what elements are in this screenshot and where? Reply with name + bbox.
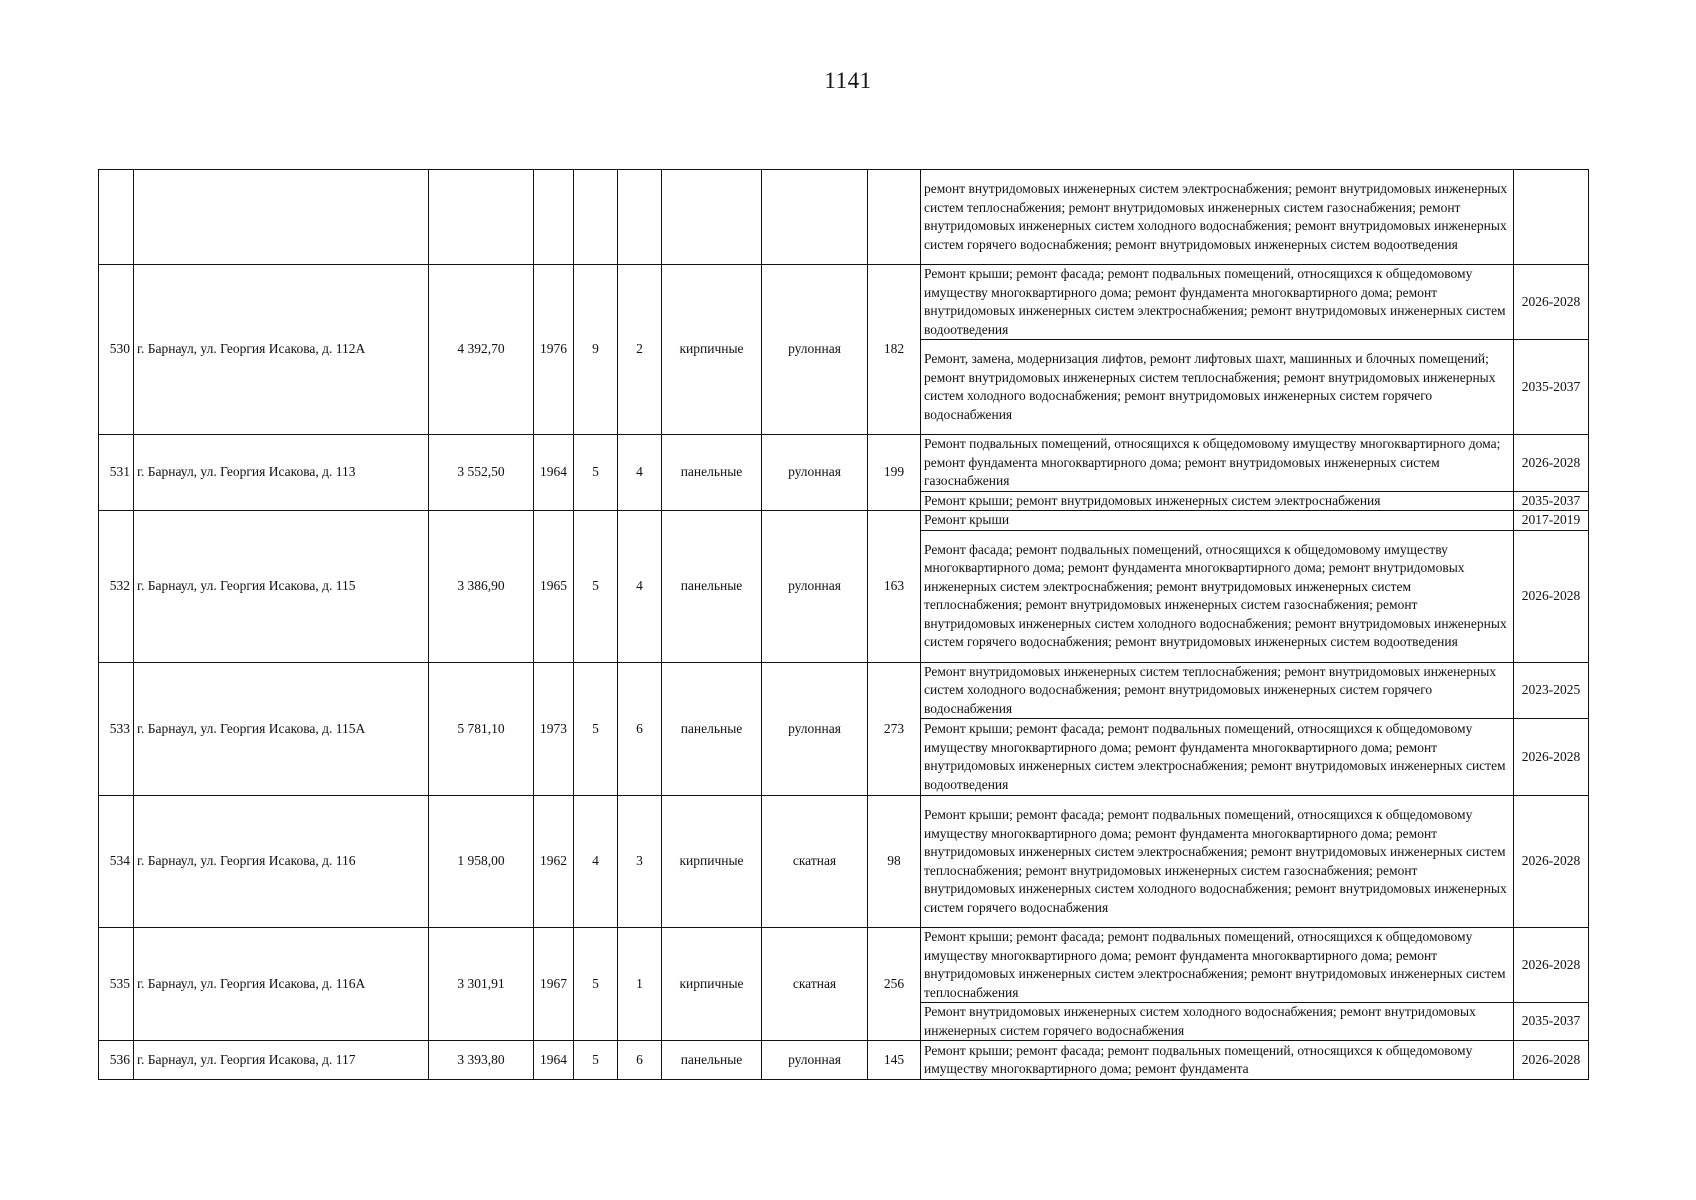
cell-floors: 9 — [574, 265, 618, 435]
cell-period: 2035-2037 — [1514, 340, 1589, 435]
cell-address: г. Барнаул, ул. Георгия Исакова, д. 113 — [134, 435, 429, 511]
cell-period: 2026-2028 — [1514, 928, 1589, 1003]
cell-total-area: 5 781,10 — [429, 662, 534, 796]
cell-num-empty — [99, 170, 134, 265]
cell-row-number: 536 — [99, 1041, 134, 1080]
cell-row-number: 530 — [99, 265, 134, 435]
cell-total-area: 3 393,80 — [429, 1041, 534, 1080]
cell-entrances: 6 — [618, 662, 662, 796]
cell-year-built: 1964 — [534, 435, 574, 511]
cell-work-types: Ремонт внутридомовых инженерных систем холодного водоснабжения; ремонт внутридомовых инженерных систем горячего водоснабжения — [921, 1003, 1514, 1041]
cell-work-types: Ремонт внутридомовых инженерных систем теплоснабжения; ремонт внутридомовых инженерных систем холодного водоснабжения; ремонт внутридомовых инженерных систем горячего водоснабжения — [921, 662, 1514, 719]
cell-work-types: Ремонт крыши; ремонт фасада; ремонт подвальных помещений, относящихся к общедомовому имуществу многоквартирного дома; ремонт фундамента многоквартирного дома; ремонт внутридомовых инженерных систем электроснабжения; ремонт внутридомовых инженерных систем теплоснабжения; ремонт внутридомовых инженерных систем газоснабжения; ремонт внутридомовых инженерных систем холодного водоснабжения; ремонт внутридомовых инженерных систем горячего водоснабжения — [921, 796, 1514, 928]
table-row — [99, 435, 1589, 492]
cell-work-types: Ремонт, замена, модернизация лифтов, ремонт лифтовых шахт, машинных и блочных помещений; ремонт внутридомовых инженерных систем теплоснабжения; ремонт внутридомовых инженерных систем холодного водоснабжения; ремонт внутридомовых инженерных систем горячего водоснабжения — [921, 340, 1514, 435]
cell-wall-material: кирпичные — [662, 265, 762, 435]
cell-floors: 5 — [574, 1041, 618, 1080]
cell-floors: 5 — [574, 928, 618, 1041]
cell-address-empty — [134, 170, 429, 265]
cell-floors: 4 — [574, 796, 618, 928]
cell-residents: 163 — [868, 511, 921, 663]
cell-address: г. Барнаул, ул. Георгия Исакова, д. 116 — [134, 796, 429, 928]
cell-work-types: Ремонт крыши; ремонт фасада; ремонт подвальных помещений, относящихся к общедомовому имуществу многоквартирного дома; ремонт фундамента многоквартирного дома; ремонт внутридомовых инженерных систем электроснабжения; ремонт внутридомовых инженерных систем водоотведения — [921, 265, 1514, 340]
table-row-carryover — [99, 170, 1589, 265]
cell-period: 2035-2037 — [1514, 491, 1589, 511]
cell-row-number: 532 — [99, 511, 134, 663]
page-number: 1141 — [824, 68, 872, 93]
cell-entrances-empty — [618, 170, 662, 265]
cell-year-built: 1965 — [534, 511, 574, 663]
cell-total-area: 1 958,00 — [429, 796, 534, 928]
cell-period: 2026-2028 — [1514, 530, 1589, 662]
table-row — [99, 265, 1589, 340]
cell-period: 2026-2028 — [1514, 435, 1589, 492]
cell-row-number: 534 — [99, 796, 134, 928]
cell-wall-material: панельные — [662, 511, 762, 663]
cell-period: 2017-2019 — [1514, 511, 1589, 531]
cell-roof-type: скатная — [762, 796, 868, 928]
cell-row-number: 533 — [99, 662, 134, 796]
cell-residents: 256 — [868, 928, 921, 1041]
cell-total-area: 4 392,70 — [429, 265, 534, 435]
cell-year-built: 1962 — [534, 796, 574, 928]
cell-floors: 5 — [574, 511, 618, 663]
housing-repair-table — [98, 169, 1589, 1080]
cell-floors: 5 — [574, 435, 618, 511]
cell-period: 2026-2028 — [1514, 796, 1589, 928]
cell-work-types: Ремонт крыши — [921, 511, 1514, 531]
cell-entrances: 2 — [618, 265, 662, 435]
cell-year-built: 1973 — [534, 662, 574, 796]
cell-period: 2035-2037 — [1514, 1003, 1589, 1041]
cell-wall-material: панельные — [662, 1041, 762, 1080]
cell-address: г. Барнаул, ул. Георгия Исакова, д. 115 — [134, 511, 429, 663]
cell-total-area: 3 552,50 — [429, 435, 534, 511]
cell-period-carryover — [1514, 170, 1589, 265]
cell-wall-material: панельные — [662, 662, 762, 796]
cell-residents: 199 — [868, 435, 921, 511]
cell-address: г. Барнаул, ул. Георгия Исакова, д. 112А — [134, 265, 429, 435]
cell-work-types: Ремонт фасада; ремонт подвальных помещений, относящихся к общедомовому имуществу многоквартирного дома; ремонт фундамента многоквартирного дома; ремонт внутридомовых инженерных систем электроснабжения; ремонт внутридомовых инженерных систем теплоснабжения; ремонт внутридомовых инженерных систем газоснабжения; ремонт внутридомовых инженерных систем холодного водоснабжения; ремонт внутридомовых инженерных систем горячего водоснабжения; ремонт внутридомовых инженерных систем водоотведения — [921, 530, 1514, 662]
cell-walls-empty — [662, 170, 762, 265]
cell-roof-type: скатная — [762, 928, 868, 1041]
cell-address: г. Барнаул, ул. Георгия Исакова, д. 117 — [134, 1041, 429, 1080]
cell-floors-empty — [574, 170, 618, 265]
cell-work-types: Ремонт крыши; ремонт фасада; ремонт подвальных помещений, относящихся к общедомовому имуществу многоквартирного дома; ремонт фундамента многоквартирного дома; ремонт внутридомовых инженерных систем электроснабжения; ремонт внутридомовых инженерных систем теплоснабжения — [921, 928, 1514, 1003]
cell-roof-empty — [762, 170, 868, 265]
cell-roof-type: рулонная — [762, 1041, 868, 1080]
cell-wall-material: панельные — [662, 435, 762, 511]
cell-wall-material: кирпичные — [662, 796, 762, 928]
table-row — [99, 662, 1589, 719]
cell-roof-type: рулонная — [762, 435, 868, 511]
cell-period: 2026-2028 — [1514, 719, 1589, 796]
cell-period: 2026-2028 — [1514, 1041, 1589, 1080]
cell-entrances: 3 — [618, 796, 662, 928]
cell-area-empty — [429, 170, 534, 265]
cell-row-number: 535 — [99, 928, 134, 1041]
cell-period: 2026-2028 — [1514, 265, 1589, 340]
cell-residents: 98 — [868, 796, 921, 928]
cell-address: г. Барнаул, ул. Георгия Исакова, д. 116А — [134, 928, 429, 1041]
cell-period: 2023-2025 — [1514, 662, 1589, 719]
table-body — [99, 170, 1589, 1080]
table-row — [99, 511, 1589, 531]
cell-year-empty — [534, 170, 574, 265]
cell-roof-type: рулонная — [762, 662, 868, 796]
table-row — [99, 1041, 1589, 1080]
cell-residents: 182 — [868, 265, 921, 435]
cell-entrances: 6 — [618, 1041, 662, 1080]
cell-row-number: 531 — [99, 435, 134, 511]
cell-year-built: 1964 — [534, 1041, 574, 1080]
cell-year-built: 1967 — [534, 928, 574, 1041]
cell-work-types: Ремонт крыши; ремонт внутридомовых инженерных систем электроснабжения — [921, 491, 1514, 511]
cell-year-built: 1976 — [534, 265, 574, 435]
cell-entrances: 1 — [618, 928, 662, 1041]
table-row — [99, 796, 1589, 928]
cell-residents: 273 — [868, 662, 921, 796]
cell-total-area: 3 301,91 — [429, 928, 534, 1041]
cell-work-types: Ремонт подвальных помещений, относящихся к общедомовому имуществу многоквартирного дома; ремонт фундамента многоквартирного дома; ремонт внутридомовых инженерных систем газоснабжения — [921, 435, 1514, 492]
cell-roof-type: рулонная — [762, 265, 868, 435]
cell-work-types: Ремонт крыши; ремонт фасада; ремонт подвальных помещений, относящихся к общедомовому имуществу многоквартирного дома; ремонт фундамента — [921, 1041, 1514, 1080]
cell-wall-material: кирпичные — [662, 928, 762, 1041]
cell-work-types: Ремонт крыши; ремонт фасада; ремонт подвальных помещений, относящихся к общедомовому имуществу многоквартирного дома; ремонт фундамента многоквартирного дома; ремонт внутридомовых инженерных систем электроснабжения; ремонт внутридомовых инженерных систем водоотведения — [921, 719, 1514, 796]
cell-residents: 145 — [868, 1041, 921, 1080]
cell-floors: 5 — [574, 662, 618, 796]
table-row — [99, 928, 1589, 1003]
cell-entrances: 4 — [618, 435, 662, 511]
cell-roof-type: рулонная — [762, 511, 868, 663]
cell-residents-empty — [868, 170, 921, 265]
cell-entrances: 4 — [618, 511, 662, 663]
cell-total-area: 3 386,90 — [429, 511, 534, 663]
cell-work-carryover: ремонт внутридомовых инженерных систем электроснабжения; ремонт внутридомовых инженерных систем теплоснабжения; ремонт внутридомовых инженерных систем газоснабжения; ремонт внутридомовых инженерных систем холодного водоснабжения; ремонт внутридомовых инженерных систем горячего водоснабжения; ремонт внутридомовых инженерных систем водоотведения — [921, 170, 1514, 265]
cell-address: г. Барнаул, ул. Георгия Исакова, д. 115А — [134, 662, 429, 796]
